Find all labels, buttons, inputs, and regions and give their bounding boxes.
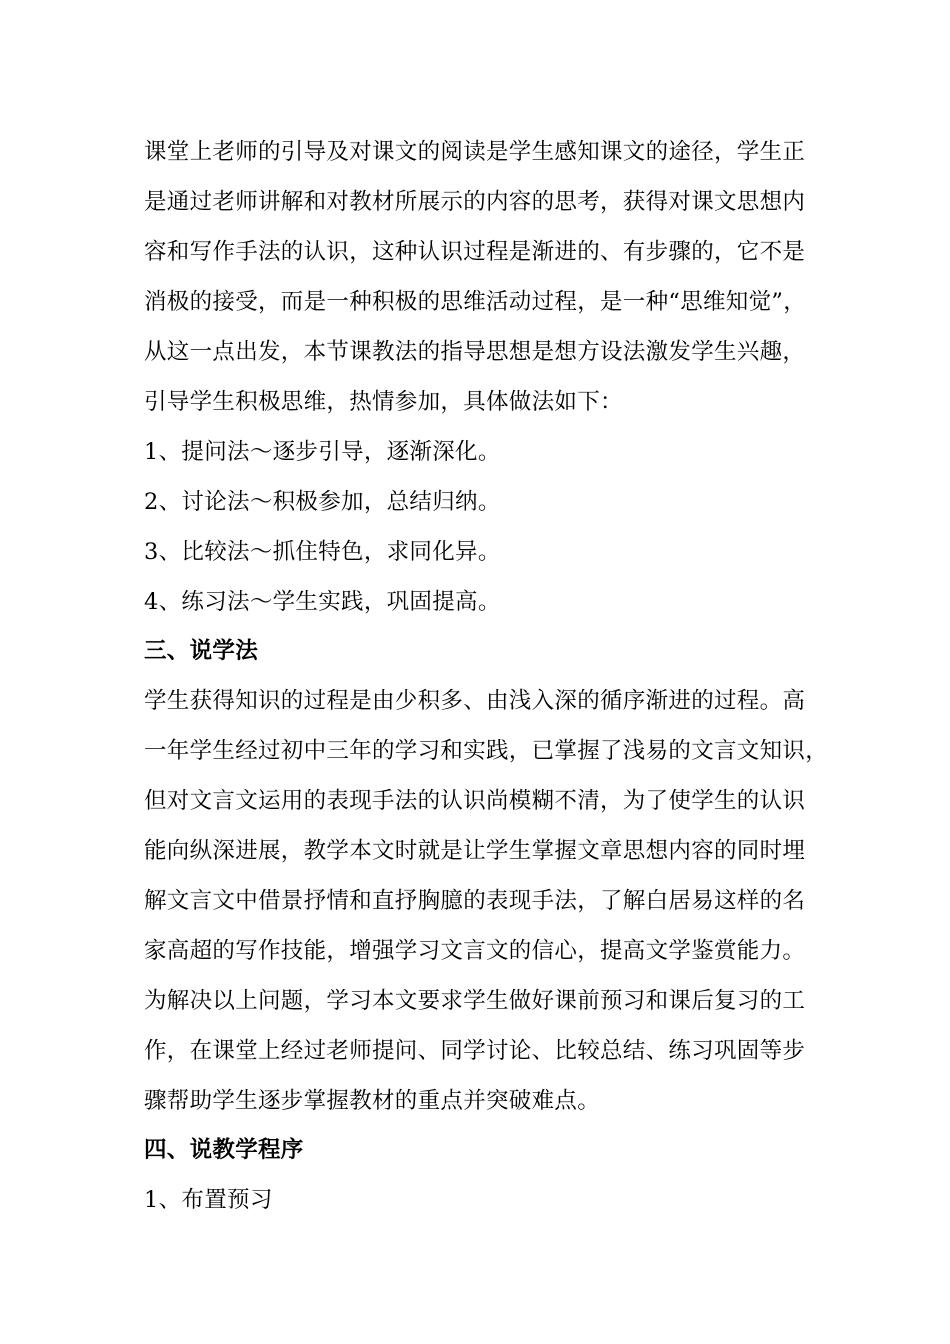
text-line: 家高超的写作技能，增强学习文言文的信心，提高文学鉴赏能力。 (144, 938, 806, 964)
text-line: 引导学生积极思维，热情参加，具体做法如下： (144, 389, 623, 415)
text-line: 解文言文中借景抒情和直抒胸臆的表现手法，了解白居易这样的名 (144, 888, 806, 914)
list-item: 2、讨论法～积极参加，总结归纳。 (144, 489, 501, 515)
section-heading-teaching-procedure: 四、说教学程序 (144, 1137, 304, 1163)
text-line: 一年学生经过初中三年的学习和实践，已掌握了浅易的文言文知识， (144, 738, 829, 764)
list-item: 4、练习法～学生实践，巩固提高。 (144, 589, 501, 615)
text-line: 是通过老师讲解和对教材所展示的内容的思考，获得对课文思想内 (144, 189, 806, 215)
text-line: 从这一点出发，本节课教法的指导思想是想方设法激发学生兴趣， (144, 339, 806, 365)
text-line: 消极的接受，而是一种积极的思维活动过程，是一种“思维知觉”， (144, 289, 807, 315)
list-item: 3、比较法～抓住特色，求同化异。 (144, 539, 501, 565)
text-line: 但对文言文运用的表现手法的认识尚模糊不清，为了使学生的认识 (144, 788, 806, 814)
text-line: 容和写作手法的认识，这种认识过程是渐进的、有步骤的，它不是 (144, 239, 806, 265)
text-line: 为解决以上问题，学习本文要求学生做好课前预习和课后复习的工 (144, 988, 806, 1014)
text-line: 学生获得知识的过程是由少积多、由浅入深的循序渐进的过程。高 (144, 688, 806, 714)
list-item: 1、提问法～逐步引导，逐渐深化。 (144, 439, 501, 465)
text-line: 能向纵深进展，教学本文时就是让学生掌握文章思想内容的同时埋 (144, 838, 806, 864)
text-line: 课堂上老师的引导及对课文的阅读是学生感知课文的途径，学生正 (144, 139, 806, 165)
procedure-step: 1、布置预习 (144, 1187, 273, 1213)
text-line: 骤帮助学生逐步掌握教材的重点并突破难点。 (144, 1088, 601, 1114)
section-heading-learning-method: 三、说学法 (144, 638, 259, 664)
text-line: 作，在课堂上经过老师提问、同学讨论、比较总结、练习巩固等步 (144, 1038, 806, 1064)
